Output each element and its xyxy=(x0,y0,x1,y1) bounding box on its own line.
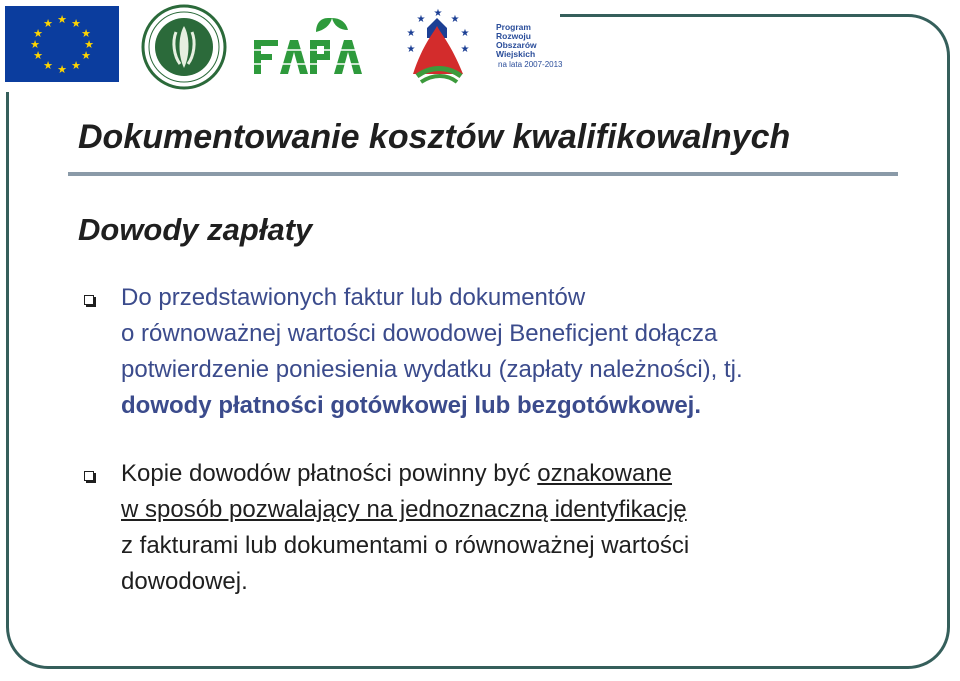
svg-text:★: ★ xyxy=(43,17,53,30)
svg-text:★: ★ xyxy=(43,59,53,72)
svg-text:★: ★ xyxy=(33,49,43,62)
prow-line-4: Wiejskich xyxy=(496,49,536,59)
bullet-1-line-1: Do przedstawionych faktur lub dokumentów xyxy=(121,284,586,311)
svg-text:★: ★ xyxy=(460,44,470,55)
checkbox-bullet-icon xyxy=(84,295,94,305)
bullet-2-line-4: dowodowej. xyxy=(121,568,248,595)
svg-text:★: ★ xyxy=(57,63,67,76)
logo-bar xyxy=(0,0,563,92)
bullet-1-line-4: dowody płatności gotówkowej lub bezgotówkowej. xyxy=(121,392,702,419)
checkbox-bullet-icon xyxy=(84,471,94,481)
bullet-1-line-3: potwierdzenie poniesienia wydatku (zapłaty należności), tj. xyxy=(121,356,743,383)
svg-text:★: ★ xyxy=(416,14,426,25)
svg-text:★: ★ xyxy=(71,59,81,72)
svg-text:★: ★ xyxy=(30,38,40,51)
slide-title: Dokumentowanie kosztów kwalifikowalnych xyxy=(78,118,791,156)
svg-text:★: ★ xyxy=(433,8,443,19)
svg-text:★: ★ xyxy=(81,49,91,62)
svg-text:★: ★ xyxy=(33,27,43,40)
svg-text:★: ★ xyxy=(406,44,416,55)
svg-text:★: ★ xyxy=(84,38,94,51)
section-subtitle: Dowody zapłaty xyxy=(78,212,313,247)
prow-line-1: Program xyxy=(496,22,531,32)
svg-text:★: ★ xyxy=(460,28,470,39)
svg-text:★: ★ xyxy=(57,13,67,26)
prow-text-logo xyxy=(470,20,563,70)
svg-text:★: ★ xyxy=(450,14,460,25)
svg-text:★: ★ xyxy=(71,17,81,30)
prow-line-2: Rozwoju xyxy=(496,31,531,41)
svg-text:★: ★ xyxy=(406,28,416,39)
fapa-logo xyxy=(250,12,372,78)
prow-line-3: Obszarów xyxy=(496,40,537,50)
svg-text:★: ★ xyxy=(81,27,91,40)
ministry-seal-logo xyxy=(140,4,228,90)
title-divider xyxy=(68,172,898,176)
prow-logo xyxy=(403,4,473,86)
bullet-paragraph-2 xyxy=(121,456,901,600)
eu-flag-logo xyxy=(5,6,119,82)
bullet-1-line-2: o równoważnej wartości dowodowej Beneficjent dołącza xyxy=(121,320,718,347)
bullet-2-line-1: Kopie dowodów płatności powinny być xyxy=(121,460,538,487)
prow-years: na lata 2007-2013 xyxy=(498,60,563,69)
bullet-2-underlined-word: oznakowane xyxy=(537,460,673,487)
bullet-2-line-2: w sposób pozwalający na jednoznaczną identyfikację xyxy=(121,496,687,523)
bullet-2-line-3: z fakturami lub dokumentami o równoważnej wartości xyxy=(121,532,690,559)
bullet-paragraph-1 xyxy=(121,280,901,424)
